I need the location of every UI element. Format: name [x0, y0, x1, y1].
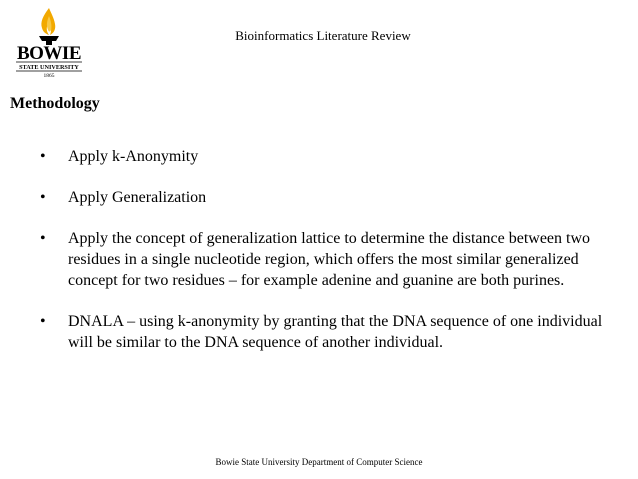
- bullet-item: [40, 187, 624, 208]
- section-heading: Methodology: [10, 95, 100, 112]
- logo-wordmark: BOWIE: [16, 43, 82, 64]
- bullet-text: Apply Generalization: [68, 189, 207, 206]
- logo-year: 1865: [43, 73, 55, 78]
- bullet-marker: •: [40, 313, 46, 330]
- bullet-item: [40, 146, 624, 167]
- bullet-list: [40, 146, 624, 373]
- bullet-text: DNALA – using k-anonymity by granting that the DNA sequence of one individual will be similar to the DNA sequence of another individual.: [68, 313, 603, 351]
- bullet-marker: •: [40, 230, 46, 247]
- bullet-item: [40, 311, 624, 353]
- bullet-text: Apply the concept of generalization lattice to determine the distance between two residues in a single nucleotide region, which offers the most similar generalized concept for two residues – for example adenine and guanine are both purines.: [68, 230, 591, 289]
- bullet-marker: •: [40, 189, 46, 206]
- logo-subtitle: STATE UNIVERSITY: [19, 64, 79, 71]
- bullet-item: [40, 228, 624, 291]
- slide-header-title: Bioinformatics Literature Review: [235, 28, 411, 43]
- bullet-marker: •: [40, 148, 46, 165]
- bullet-text: Apply k-Anonymity: [68, 148, 199, 165]
- slide-footer: Bowie State University Department of Computer Science: [215, 457, 423, 467]
